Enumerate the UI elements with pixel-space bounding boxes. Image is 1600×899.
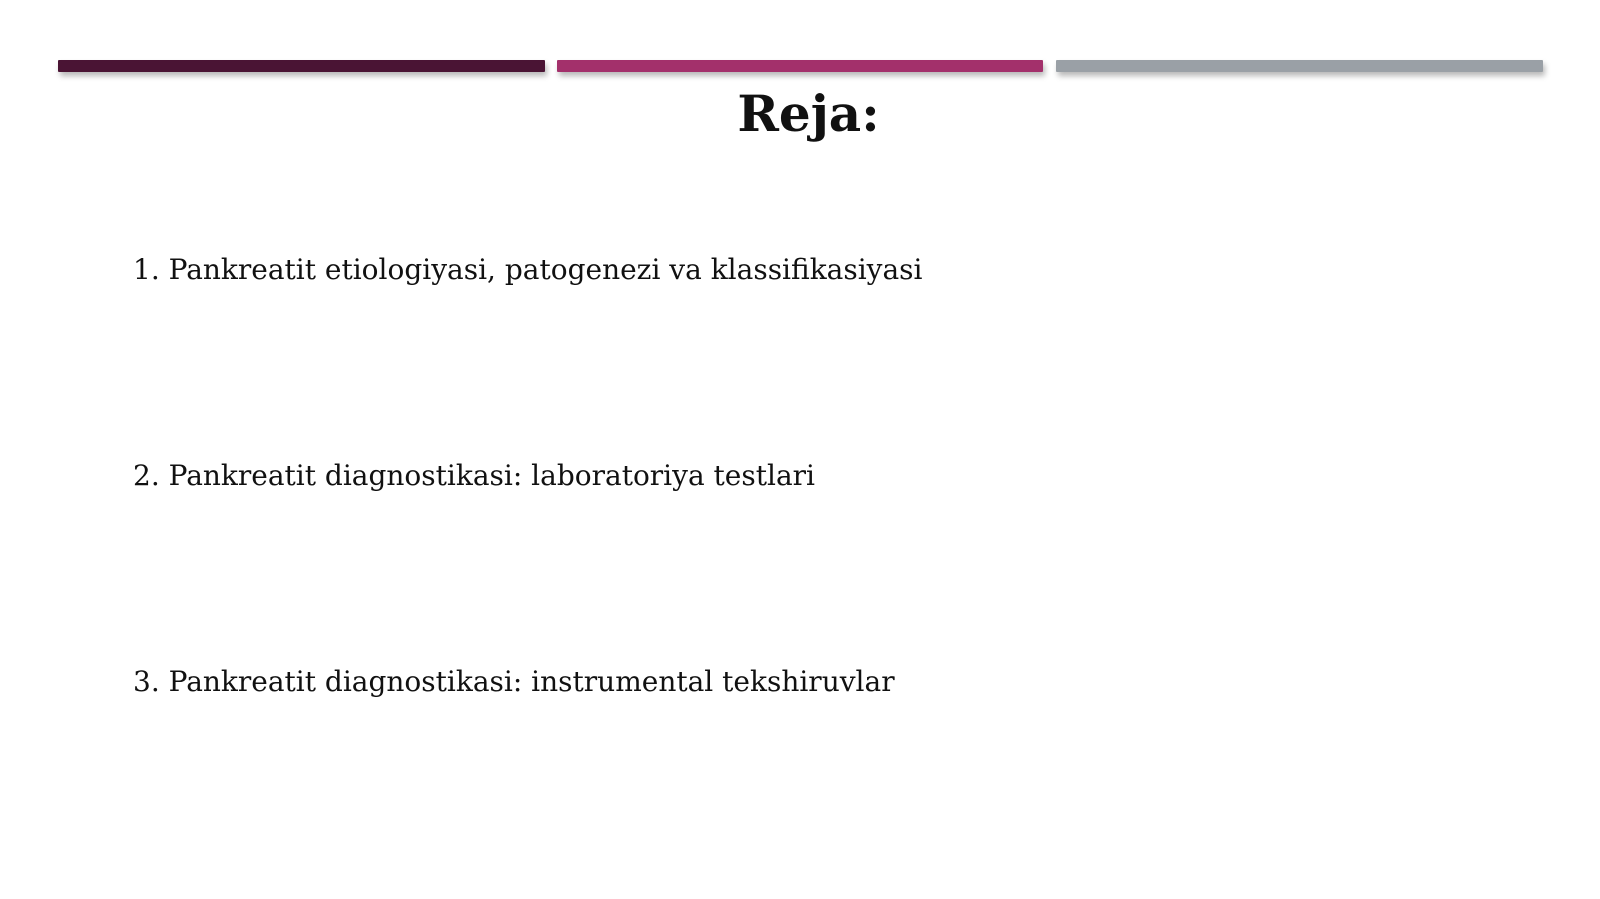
slide-title: Reja: bbox=[737, 84, 880, 143]
list-item: 1. Pankreatit etiologiyasi, patogenezi va klassifikasiyasi bbox=[133, 253, 923, 286]
header-bar-gray bbox=[1056, 60, 1543, 72]
header-bar-magenta bbox=[557, 60, 1043, 72]
list-item: 3. Pankreatit diagnostikasi: instrumental tekshiruvlar bbox=[133, 665, 895, 698]
header-bar-dark-plum bbox=[58, 60, 545, 72]
list-item: 2. Pankreatit diagnostikasi: laboratoriya testlari bbox=[133, 459, 815, 492]
